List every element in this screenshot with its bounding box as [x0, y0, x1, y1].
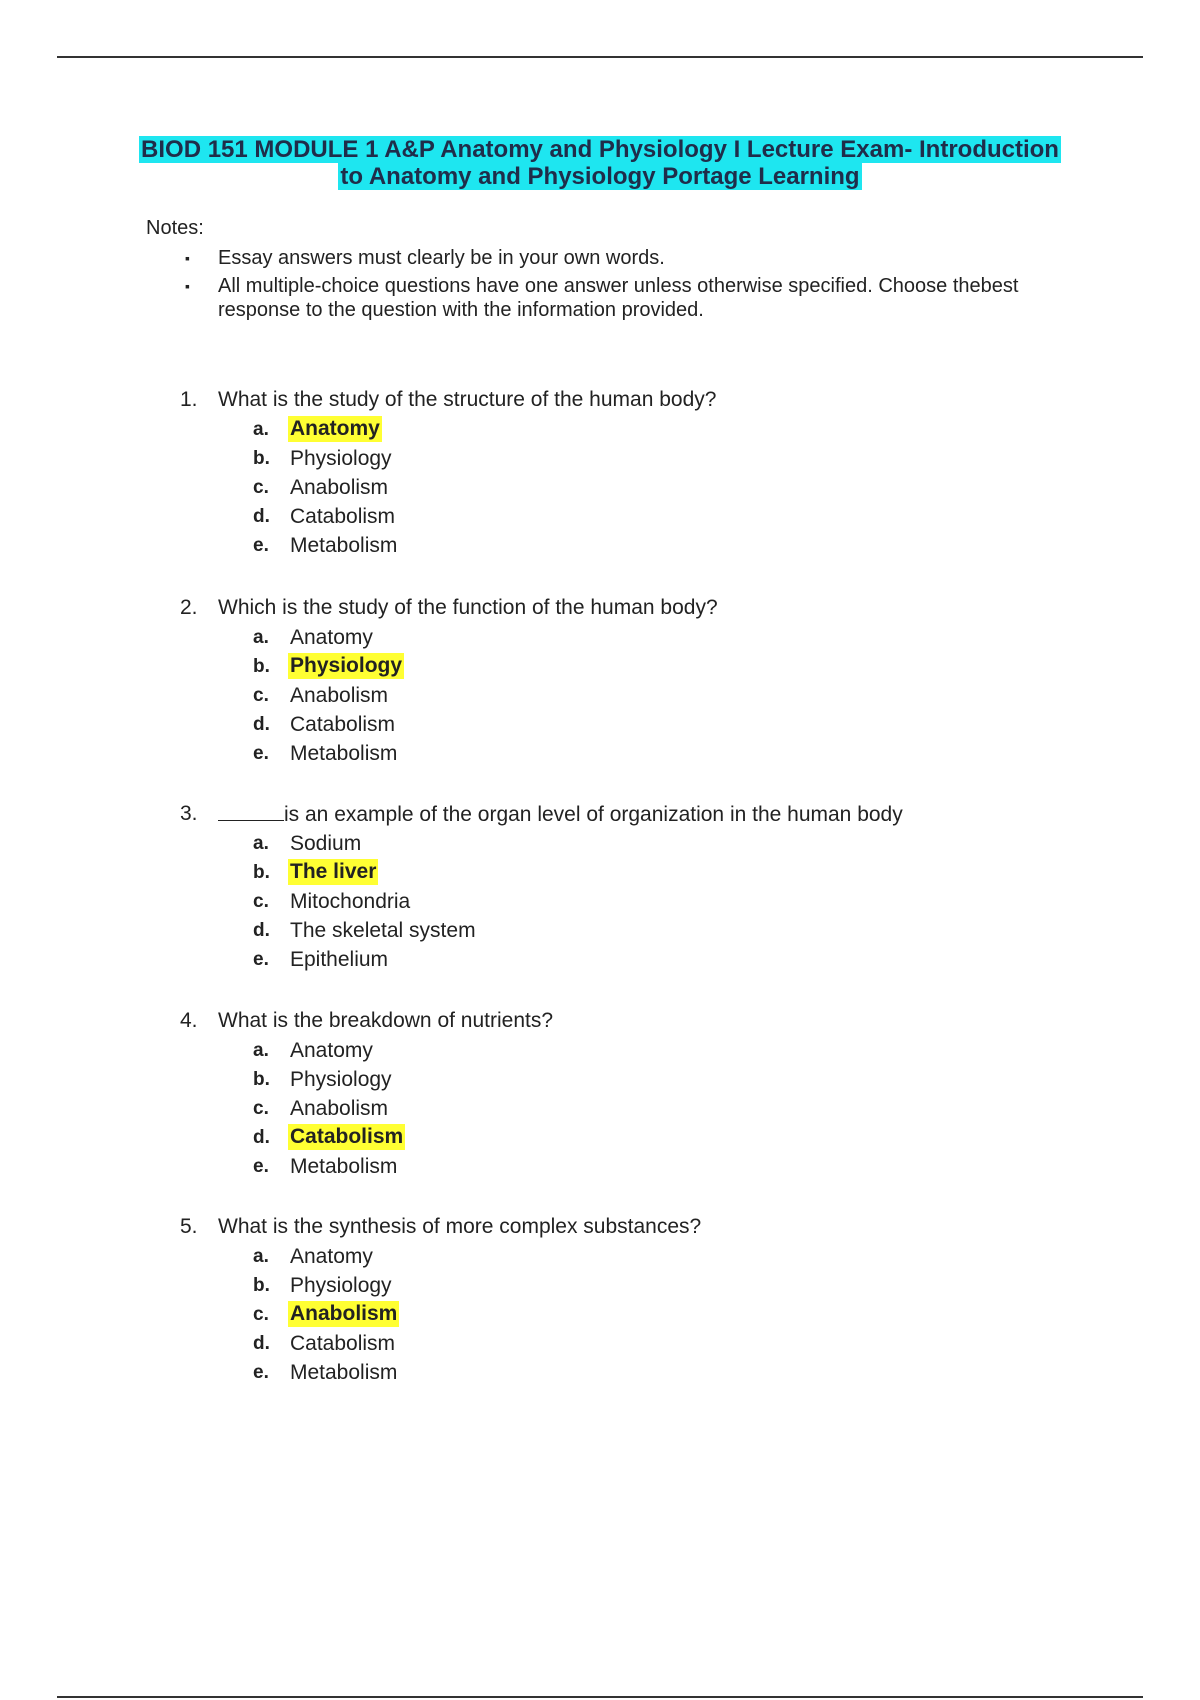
question-text: Which is the study of the function of the human body?: [218, 596, 718, 619]
option-letter: c.: [253, 891, 269, 912]
option-d: [180, 916, 1080, 945]
option-d: [180, 502, 1080, 531]
question-4: [180, 1007, 1080, 1181]
note-text: Essay answers must clearly be in your own words.: [218, 247, 665, 269]
option-letter: c.: [253, 685, 269, 706]
question-text: What is the breakdown of nutrients?: [218, 1009, 554, 1032]
option-d: [180, 1329, 1080, 1358]
option-letter: d.: [253, 1127, 270, 1148]
option-e: [180, 1152, 1080, 1181]
notes-list: [185, 246, 1055, 326]
top-divider: [57, 56, 1143, 58]
option-e: [180, 531, 1080, 560]
option-list: [180, 829, 1080, 974]
option-text: Anabolism: [290, 684, 389, 707]
question-number: 4.: [180, 1009, 198, 1032]
option-text: Physiology: [290, 1068, 392, 1091]
option-c: [180, 1094, 1080, 1123]
option-b: [180, 1065, 1080, 1094]
bullet-icon: ▪: [185, 278, 190, 294]
option-letter: a.: [253, 833, 269, 854]
question-5: [180, 1213, 1080, 1387]
option-text: The liver: [290, 860, 377, 883]
question-3: [180, 800, 1080, 974]
question-2: [180, 594, 1080, 768]
option-e: [180, 945, 1080, 974]
option-text: Physiology: [290, 447, 392, 470]
option-a: [180, 1036, 1080, 1065]
option-c: [180, 887, 1080, 916]
option-letter: c.: [253, 1098, 269, 1119]
question-text: What is the synthesis of more complex substances?: [218, 1215, 702, 1238]
option-text: Physiology: [290, 1274, 392, 1297]
option-text: Catabolism: [290, 505, 396, 528]
answer-blank: [218, 800, 284, 821]
option-c: [180, 1300, 1080, 1329]
option-letter: d.: [253, 1333, 270, 1354]
option-c: [180, 681, 1080, 710]
option-letter: a.: [253, 1040, 269, 1061]
question-number: 5.: [180, 1215, 198, 1238]
option-text: Anabolism: [290, 476, 389, 499]
option-letter: d.: [253, 714, 270, 735]
note-text: All multiple-choice questions have one answer unless otherwise specified. Choose thebest response to the question with the information provided.: [218, 275, 1019, 321]
question-text-wrap: [218, 800, 903, 829]
option-b: [180, 858, 1080, 887]
bottom-divider: [57, 1696, 1143, 1698]
option-letter: e.: [253, 949, 269, 970]
option-letter: a.: [253, 627, 269, 648]
notes-label: Notes:: [146, 217, 204, 239]
question-number: 2.: [180, 596, 198, 619]
option-text: Physiology: [290, 654, 403, 677]
title-line-2: to Anatomy and Physiology Portage Learning: [340, 163, 860, 190]
option-b: [180, 444, 1080, 473]
option-text: The skeletal system: [290, 919, 476, 942]
option-a: [180, 829, 1080, 858]
option-a: [180, 623, 1080, 652]
title-line-1: BIOD 151 MODULE 1 A&P Anatomy and Physiology I Lecture Exam- Introduction: [141, 136, 1059, 163]
question-text: is an example of the organ level of organization in the human body: [284, 803, 903, 826]
option-list: [180, 1036, 1080, 1181]
option-d: [180, 1123, 1080, 1152]
option-c: [180, 473, 1080, 502]
option-letter: e.: [253, 743, 269, 764]
option-text: Anatomy: [290, 626, 373, 649]
option-letter: a.: [253, 1246, 269, 1267]
option-text: Anabolism: [290, 1097, 389, 1120]
option-b: [180, 1271, 1080, 1300]
option-letter: b.: [253, 862, 270, 883]
option-letter: e.: [253, 535, 269, 556]
option-letter: d.: [253, 506, 270, 527]
option-text: Sodium: [290, 832, 362, 855]
option-letter: b.: [253, 656, 270, 677]
option-text: Anatomy: [290, 1245, 373, 1268]
option-a: [180, 1242, 1080, 1271]
option-text: Catabolism: [290, 1125, 404, 1148]
question-text: What is the study of the structure of the human body?: [218, 388, 717, 411]
option-d: [180, 710, 1080, 739]
option-text: Anabolism: [290, 1302, 398, 1325]
option-letter: c.: [253, 477, 269, 498]
option-letter: a.: [253, 419, 269, 440]
question-number: 3.: [180, 802, 198, 825]
option-text: Metabolism: [290, 534, 398, 557]
option-text: Anatomy: [290, 1039, 373, 1062]
note-item: [185, 246, 1055, 270]
option-b: [180, 652, 1080, 681]
option-letter: e.: [253, 1362, 269, 1383]
option-list: [180, 1242, 1080, 1387]
option-text: Metabolism: [290, 742, 398, 765]
option-text: Catabolism: [290, 1332, 396, 1355]
option-text: Mitochondria: [290, 890, 411, 913]
option-list: [180, 415, 1080, 560]
bullet-icon: ▪: [185, 250, 190, 266]
question-1: [180, 386, 1080, 560]
option-text: Anatomy: [290, 417, 380, 440]
option-e: [180, 739, 1080, 768]
option-list: [180, 623, 1080, 768]
option-letter: c.: [253, 1304, 269, 1325]
option-text: Metabolism: [290, 1155, 398, 1178]
question-number: 1.: [180, 388, 198, 411]
note-item: [185, 274, 1055, 322]
option-text: Epithelium: [290, 948, 389, 971]
option-letter: d.: [253, 920, 270, 941]
document-title: [100, 136, 1100, 190]
option-letter: b.: [253, 1275, 270, 1296]
option-e: [180, 1358, 1080, 1387]
option-letter: b.: [253, 1069, 270, 1090]
option-letter: e.: [253, 1156, 269, 1177]
option-text: Catabolism: [290, 713, 396, 736]
option-text: Metabolism: [290, 1361, 398, 1384]
option-letter: b.: [253, 448, 270, 469]
option-a: [180, 415, 1080, 444]
